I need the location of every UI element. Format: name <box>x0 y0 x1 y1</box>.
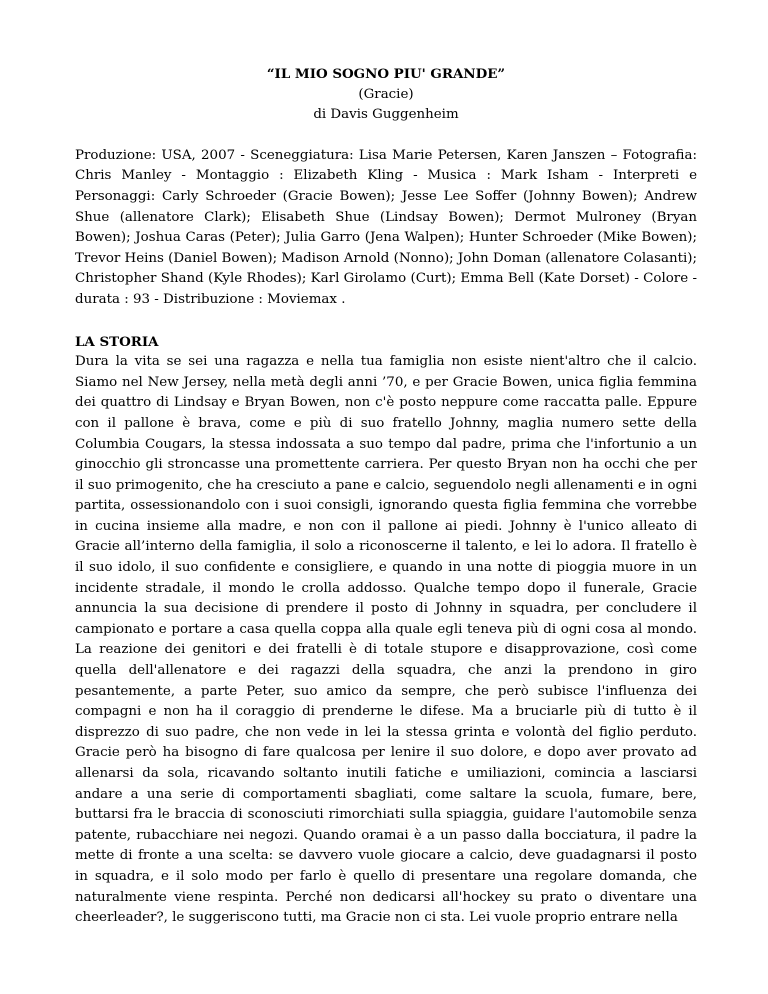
story-heading: LA STORIA <box>75 333 159 350</box>
film-title: “IL MIO SOGNO PIU' GRANDE” <box>266 66 506 82</box>
director-line: di Davis Guggenheim <box>313 107 459 123</box>
original-title: (Gracie) <box>358 86 414 102</box>
title-block <box>75 64 697 126</box>
document-page <box>75 64 697 929</box>
story-paragraph: Dura la vita se sei una ragazza e nella tua famiglia non esiste nient'altro che il calcio. Siamo nel New Jersey, nella metà degli anni ’70, e per Gracie Bowen, unica figlia femmina dei quattro di Lindsay e Bryan Bowen, non c'è posto neppure come raccatta palle. Eppure con il pallone è brava, come e più di suo fratello Johnny, maglia numero sette della Columbia Cougars, la stessa indossata a suo tempo dal padre, prima che l'infortunio a un ginocchio gli stroncasse una promettente carriera. Per questo Bryan non ha occhi che per il suo primogenito, che ha cresciuto a pane e calcio, seguendolo negli allenamenti e in ogni partita, ossessionandolo con i suoi consigli, ignorando questa figlia femmina che vorrebbe in cucina insieme alla madre, e non con il pallone ai piedi. Johnny è l'unico alleato di Gracie all’interno della famiglia, il solo a riconoscerne il talento, e lei lo adora. Il fratello è il suo idolo, il suo confidente e consigliere, e quando in una notte di pioggia muore in un incidente stradale, il mondo le crolla addosso. Qualche tempo dopo il funerale, Gracie annuncia la sua decisione di prendere il posto di Johnny in squadra, per concludere il campionato e portare a casa quella coppa alla quale egli teneva più di ogni cosa al mondo. La reazione dei genitori e dei fratelli è di totale stupore e disapprovazione, così come quella dell'allenatore e dei ragazzi della squadra, che anzi la prendono in giro pesantemente, a parte Peter, suo amico da sempre, che però subisce l'influenza dei compagni e non ha il coraggio di prenderne le difese. Ma a bruciarle più di tutto è il disprezzo di suo padre, che non vede in lei la stessa grinta e volontà del figlio perduto. Gracie però ha bisogno di fare qualcosa per lenire il suo dolore, e dopo aver provato ad allenarsi da sola, ricavando soltanto inutili fatiche e umiliazioni, comincia a lasciarsi andare a una serie di comportamenti sbagliati, come saltare la scuola, fumare, bere, buttarsi fra le braccia di sconosciuti rimorchiati sulla spiaggia, guidare l'automobile senza patente, rubacchiare nei negozi. Quando oramai è a un passo dalla bocciatura, il padre la mette di fronte a una scelta: se davvero vuole giocare a calcio, deve guadagnarsi il posto in squadra, e il solo modo per farlo è quello di presentare una regolare domanda, che naturalmente viene respinta. Perché non dedicarsi all'hockey su prato o diventare una cheerleader?, le suggeriscono tutti, ma Gracie non ci sta. Lei vuole proprio entrare nella <box>75 354 697 926</box>
credits-paragraph: Produzione: USA, 2007 - Sceneggiatura: Lisa Marie Petersen, Karen Janszen – Fotografia: Chris Manley - Montaggio : Elizabeth Kling - Musica : Mark Isham - Interpreti e Personaggi: Carly Schroeder (Gracie Bowen); Jesse Lee Soffer (Johnny Bowen); Andrew Shue (allenatore Clark); Elisabeth Shue (Lindsay Bowen); Dermot Mulroney (Bryan Bowen); Joshua Caras (Peter); Julia Garro (Jena Walpen); Hunter Schroeder (Mike Bowen); Trevor Heins (Daniel Bowen); Madison Arnold (Nonno); John Doman (allenatore Colasanti); Christopher Shand (Kyle Rhodes); Karl Girolamo (Curt); Emma Bell (Kate Dorset) - Colore - durata : 93 - Distribuzione : Moviemax . <box>75 147 698 307</box>
